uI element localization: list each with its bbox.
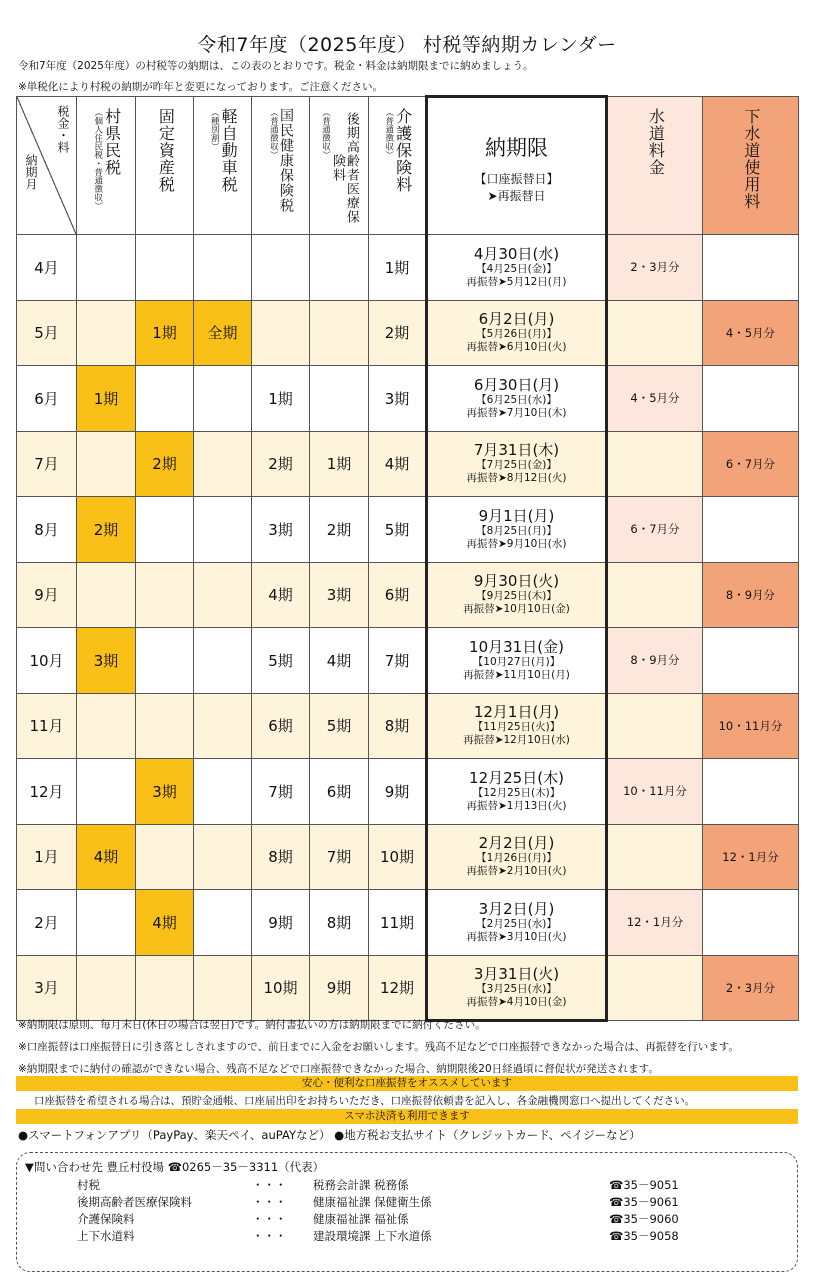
due-date-cell xyxy=(427,497,607,563)
note-account-transfer: ※口座振替は口座振替日に引き落としされますので、前日までに入金をお願いします。残高不足などで口座振替できなかった場合は、再振替を行います。 xyxy=(18,1041,739,1053)
sewer-cell: 6・7月分 xyxy=(703,431,799,497)
elderly-medical-cell: 6期 xyxy=(310,759,369,825)
elderly-medical-cell: 3期 xyxy=(310,562,369,628)
elderly-medical-cell: 9期 xyxy=(310,955,369,1021)
smartphone-payment-banner: スマホ決済も利用できます xyxy=(16,1109,798,1124)
kei-car-tax-cell xyxy=(194,562,252,628)
care-insurance-cell: 1期 xyxy=(369,235,427,301)
month-cell: 2月 xyxy=(17,890,77,956)
month-cell: 12月 xyxy=(17,759,77,825)
month-cell: 7月 xyxy=(17,431,77,497)
elderly-medical-cell: 8期 xyxy=(310,890,369,956)
water-cell xyxy=(607,693,703,759)
col-header-sewer xyxy=(703,97,799,235)
due-date-cell xyxy=(427,431,607,497)
care-insurance-cell: 3期 xyxy=(369,366,427,432)
table-row xyxy=(17,235,799,301)
col-header-kei-car-tax xyxy=(194,97,252,235)
due-date: 4月30日(水) xyxy=(473,244,560,263)
due-subtitle-retry: ➤再振替日 xyxy=(487,189,546,203)
col-title: 村県民税 xyxy=(102,107,122,176)
due-date-cell xyxy=(427,824,607,890)
sewer-cell xyxy=(703,235,799,301)
resident-tax-cell xyxy=(77,562,136,628)
kei-car-tax-cell xyxy=(194,890,252,956)
retry-date: 再振替➤3月10日(火) xyxy=(466,930,567,943)
sewer-cell: 10・11月分 xyxy=(703,693,799,759)
col-subtitle: （普通徴収） xyxy=(320,107,331,159)
due-date: 7月31日(木) xyxy=(473,441,560,460)
payment-methods: ●スマートフォンアプリ（PayPay、楽天ペイ、auPAYなど） ●地方税お支払サイト（クレジットカード、ペイジーなど） xyxy=(18,1128,641,1142)
contact-item: 介護保険料 xyxy=(77,1212,135,1226)
corner-top-label: 税金・料 xyxy=(56,105,70,153)
water-cell: 2・3月分 xyxy=(607,235,703,301)
month-cell: 3月 xyxy=(17,955,77,1021)
elderly-medical-cell: 2期 xyxy=(310,497,369,563)
account-transfer-banner: 安心・便利な口座振替をオススメしています xyxy=(16,1076,798,1091)
contact-dept: 健康福祉課 福祉係 xyxy=(313,1212,409,1226)
elderly-medical-cell xyxy=(310,235,369,301)
elderly-medical-cell: 7期 xyxy=(310,824,369,890)
contact-dept: 健康福祉課 保健衛生係 xyxy=(313,1195,432,1209)
health-insurance-cell: 2期 xyxy=(252,431,310,497)
sewer-cell xyxy=(703,366,799,432)
corner-header xyxy=(17,97,77,235)
resident-tax-cell xyxy=(77,693,136,759)
health-insurance-cell: 10期 xyxy=(252,955,310,1021)
debit-date: 【5月26日(月)】 xyxy=(476,328,557,341)
retry-date: 再振替➤11月10日(月) xyxy=(463,668,570,681)
col-header-health-insurance xyxy=(252,97,310,235)
property-tax-cell xyxy=(136,497,194,563)
kei-car-tax-cell xyxy=(194,693,252,759)
kei-car-tax-cell xyxy=(194,235,252,301)
col-title: 軽自動車税 xyxy=(219,107,239,193)
contact-row xyxy=(17,1211,797,1227)
retry-date: 再振替➤6月10日(火) xyxy=(466,341,567,354)
due-date: 3月31日(火) xyxy=(473,964,560,983)
care-insurance-cell: 4期 xyxy=(369,431,427,497)
due-subtitle-debit: 【口座振替日】 xyxy=(474,172,559,186)
col-header-water xyxy=(607,97,703,235)
kei-car-tax-cell xyxy=(194,955,252,1021)
retry-date: 再振替➤12月10日(水) xyxy=(463,734,570,747)
water-cell xyxy=(607,955,703,1021)
contact-heading: ▼問い合わせ先 豊丘村役場 ☎0265－35－3311（代表） xyxy=(25,1160,325,1174)
col-header-due-date xyxy=(427,97,607,235)
health-insurance-cell xyxy=(252,235,310,301)
debit-date: 【2月25日(水)】 xyxy=(476,917,557,930)
care-insurance-cell: 5期 xyxy=(369,497,427,563)
water-cell xyxy=(607,431,703,497)
table-row xyxy=(17,366,799,432)
col-title: 水道料金 xyxy=(646,107,666,176)
due-date: 10月31日(金) xyxy=(469,637,564,656)
due-date-cell xyxy=(427,366,607,432)
table-row xyxy=(17,759,799,825)
col-title: 固定資産税 xyxy=(156,107,176,193)
col-subtitle: （個人住民税・普通徴収） xyxy=(92,107,103,210)
month-cell: 1月 xyxy=(17,824,77,890)
kei-car-tax-cell xyxy=(194,366,252,432)
elderly-medical-cell xyxy=(310,366,369,432)
debit-date: 【4月25日(金)】 xyxy=(476,262,557,275)
health-insurance-cell: 7期 xyxy=(252,759,310,825)
property-tax-cell: 1期 xyxy=(136,300,194,366)
care-insurance-cell: 12期 xyxy=(369,955,427,1021)
retry-date: 再振替➤10月10日(金) xyxy=(463,603,570,616)
contact-tel: ☎35－9060 xyxy=(609,1212,679,1226)
note-due-date: ※納期限は原則、毎月末日(休日の場合は翌日)です。納付書払いの方は納期限までに納付ください。 xyxy=(18,1019,486,1031)
contact-item: 上下水道料 xyxy=(77,1229,135,1243)
debit-date: 【7月25日(金)】 xyxy=(476,459,557,472)
due-date-cell xyxy=(427,300,607,366)
kei-car-tax-cell xyxy=(194,628,252,694)
month-cell: 11月 xyxy=(17,693,77,759)
table-row xyxy=(17,693,799,759)
health-insurance-cell: 9期 xyxy=(252,890,310,956)
sewer-cell: 4・5月分 xyxy=(703,300,799,366)
resident-tax-cell: 2期 xyxy=(77,497,136,563)
col-title: 下水道使用料 xyxy=(741,107,761,210)
property-tax-cell xyxy=(136,235,194,301)
water-cell xyxy=(607,562,703,628)
table-row xyxy=(17,497,799,563)
health-insurance-cell: 4期 xyxy=(252,562,310,628)
care-insurance-cell: 6期 xyxy=(369,562,427,628)
health-insurance-cell: 5期 xyxy=(252,628,310,694)
kei-car-tax-cell xyxy=(194,431,252,497)
resident-tax-cell xyxy=(77,890,136,956)
elderly-medical-cell: 1期 xyxy=(310,431,369,497)
debit-date: 【8月25日(月)】 xyxy=(476,524,557,537)
sewer-cell xyxy=(703,759,799,825)
due-date-cell xyxy=(427,693,607,759)
health-insurance-cell: 1期 xyxy=(252,366,310,432)
retry-date: 再振替➤4月10日(金) xyxy=(466,995,567,1008)
health-insurance-cell: 3期 xyxy=(252,497,310,563)
due-date-cell xyxy=(427,890,607,956)
page-title: 令和7年度（2025年度） 村税等納期カレンダー xyxy=(197,34,617,56)
elderly-medical-cell: 4期 xyxy=(310,628,369,694)
col-header-care-insurance xyxy=(369,97,427,235)
water-cell: 12・1月分 xyxy=(607,890,703,956)
health-insurance-cell: 8期 xyxy=(252,824,310,890)
resident-tax-cell xyxy=(77,759,136,825)
property-tax-cell: 4期 xyxy=(136,890,194,956)
kei-car-tax-cell: 全期 xyxy=(194,300,252,366)
sewer-cell xyxy=(703,628,799,694)
corner-bottom-label: 納期月 xyxy=(24,154,38,190)
due-date-cell xyxy=(427,235,607,301)
care-insurance-cell: 11期 xyxy=(369,890,427,956)
retry-date: 再振替➤1月13日(火) xyxy=(466,799,567,812)
kei-car-tax-cell xyxy=(194,497,252,563)
col-title: 後期高齢者医療保険料 xyxy=(330,111,359,224)
care-insurance-cell: 8期 xyxy=(369,693,427,759)
sewer-cell xyxy=(703,497,799,563)
due-date: 3月2日(月) xyxy=(478,899,555,918)
col-subtitle: （普通徴収） xyxy=(268,107,279,159)
table-row xyxy=(17,955,799,1021)
kei-car-tax-cell xyxy=(194,824,252,890)
water-cell xyxy=(607,824,703,890)
retry-date: 再振替➤7月10日(木) xyxy=(466,406,567,419)
contact-dots: ・・・ xyxy=(252,1212,287,1226)
sewer-cell xyxy=(703,890,799,956)
contact-dept: 税務会計課 税務係 xyxy=(313,1178,409,1192)
water-cell: 8・9月分 xyxy=(607,628,703,694)
care-insurance-cell: 9期 xyxy=(369,759,427,825)
health-insurance-cell xyxy=(252,300,310,366)
kei-car-tax-cell xyxy=(194,759,252,825)
due-date: 9月1日(月) xyxy=(478,506,555,525)
retry-date: 再振替➤8月12日(火) xyxy=(466,472,567,485)
property-tax-cell xyxy=(136,693,194,759)
sewer-cell: 8・9月分 xyxy=(703,562,799,628)
elderly-medical-cell xyxy=(310,300,369,366)
month-cell: 4月 xyxy=(17,235,77,301)
col-header-elderly-medical xyxy=(310,97,369,235)
resident-tax-cell: 1期 xyxy=(77,366,136,432)
table-row xyxy=(17,431,799,497)
water-cell xyxy=(607,300,703,366)
debit-date: 【3月25日(水)】 xyxy=(476,982,557,995)
care-insurance-cell: 10期 xyxy=(369,824,427,890)
table-row xyxy=(17,628,799,694)
account-transfer-text: 口座振替を希望される場合は、預貯金通帳、口座届出印をお持ちいただき、口座振替依頼書を記入し、各金融機関窓口へ提出してください。 xyxy=(34,1095,696,1107)
note-reminder: ※納期限までに納付の確認ができない場合、残高不足などで口座振替できなかった場合、納期限後20日経過頃に督促状が発送されます。 xyxy=(18,1063,659,1075)
contact-dept: 建設環境課 上下水道係 xyxy=(313,1229,432,1243)
table-row xyxy=(17,562,799,628)
debit-date: 【1月26日(月)】 xyxy=(476,852,557,865)
table-row xyxy=(17,824,799,890)
retry-date: 再振替➤5月12日(月) xyxy=(466,275,567,288)
property-tax-cell xyxy=(136,628,194,694)
care-insurance-cell: 7期 xyxy=(369,628,427,694)
contact-dots: ・・・ xyxy=(252,1195,287,1209)
property-tax-cell xyxy=(136,824,194,890)
month-cell: 10月 xyxy=(17,628,77,694)
month-cell: 6月 xyxy=(17,366,77,432)
due-date: 9月30日(火) xyxy=(473,572,560,591)
contact-dots: ・・・ xyxy=(252,1178,287,1192)
water-cell: 4・5月分 xyxy=(607,366,703,432)
col-header-resident-tax xyxy=(77,97,136,235)
due-date-cell xyxy=(427,628,607,694)
col-title: 国民健康保険税 xyxy=(278,107,295,213)
property-tax-cell xyxy=(136,955,194,1021)
contact-item: 後期高齢者医療保険料 xyxy=(77,1195,192,1209)
sewer-cell: 12・1月分 xyxy=(703,824,799,890)
due-title: 納期限 xyxy=(485,136,548,160)
retry-date: 再振替➤2月10日(火) xyxy=(466,865,567,878)
debit-date: 【12月25日(木)】 xyxy=(472,786,561,799)
debit-date: 【9月25日(木)】 xyxy=(476,590,557,603)
contact-box xyxy=(16,1152,798,1272)
month-cell: 9月 xyxy=(17,562,77,628)
tax-calendar-table xyxy=(16,95,799,1022)
table-row xyxy=(17,890,799,956)
resident-tax-cell: 3期 xyxy=(77,628,136,694)
header-row xyxy=(17,97,799,235)
due-date: 6月2日(月) xyxy=(478,310,555,329)
col-subtitle: （普通徴収） xyxy=(383,107,394,159)
due-date: 12月1日(月) xyxy=(473,703,560,722)
contact-row xyxy=(17,1177,797,1193)
resident-tax-cell xyxy=(77,431,136,497)
property-tax-cell: 3期 xyxy=(136,759,194,825)
retry-date: 再振替➤9月10日(水) xyxy=(466,537,567,550)
property-tax-cell: 2期 xyxy=(136,431,194,497)
month-cell: 5月 xyxy=(17,300,77,366)
intro-text: 令和7年度（2025年度）の村税等の納期は、この表のとおりです。税金・料金は納期限までに納めましょう。 xyxy=(18,60,534,72)
contact-tel: ☎35－9051 xyxy=(609,1178,679,1192)
due-date: 2月2日(月) xyxy=(478,834,555,853)
property-tax-cell xyxy=(136,562,194,628)
contact-row xyxy=(17,1228,797,1244)
property-tax-cell xyxy=(136,366,194,432)
col-header-property-tax xyxy=(136,97,194,235)
due-date: 6月30日(月) xyxy=(473,375,560,394)
debit-date: 【10月27日(月)】 xyxy=(472,655,561,668)
col-title: 介護保険料 xyxy=(393,107,413,193)
due-date-cell xyxy=(427,562,607,628)
contact-tel: ☎35－9058 xyxy=(609,1229,679,1243)
health-insurance-cell: 6期 xyxy=(252,693,310,759)
elderly-medical-cell: 5期 xyxy=(310,693,369,759)
water-cell: 10・11月分 xyxy=(607,759,703,825)
col-subtitle: （種別割） xyxy=(209,107,220,150)
water-cell: 6・7月分 xyxy=(607,497,703,563)
debit-date: 【11月25日(火)】 xyxy=(472,721,561,734)
due-date: 12月25日(木) xyxy=(469,768,564,787)
contact-dots: ・・・ xyxy=(252,1229,287,1243)
resident-tax-cell xyxy=(77,955,136,1021)
contact-tel: ☎35－9061 xyxy=(609,1195,679,1209)
due-date-cell xyxy=(427,955,607,1021)
month-cell: 8月 xyxy=(17,497,77,563)
sewer-cell: 2・3月分 xyxy=(703,955,799,1021)
due-date-cell xyxy=(427,759,607,825)
contact-row xyxy=(17,1194,797,1210)
resident-tax-cell: 4期 xyxy=(77,824,136,890)
debit-date: 【6月25日(水)】 xyxy=(476,393,557,406)
resident-tax-cell xyxy=(77,300,136,366)
care-insurance-cell: 2期 xyxy=(369,300,427,366)
table-row xyxy=(17,300,799,366)
contact-item: 村税 xyxy=(77,1178,100,1192)
resident-tax-cell xyxy=(77,235,136,301)
intro-note: ※単税化により村税の納期が昨年と変更になっております。ご注意ください。 xyxy=(18,81,383,93)
